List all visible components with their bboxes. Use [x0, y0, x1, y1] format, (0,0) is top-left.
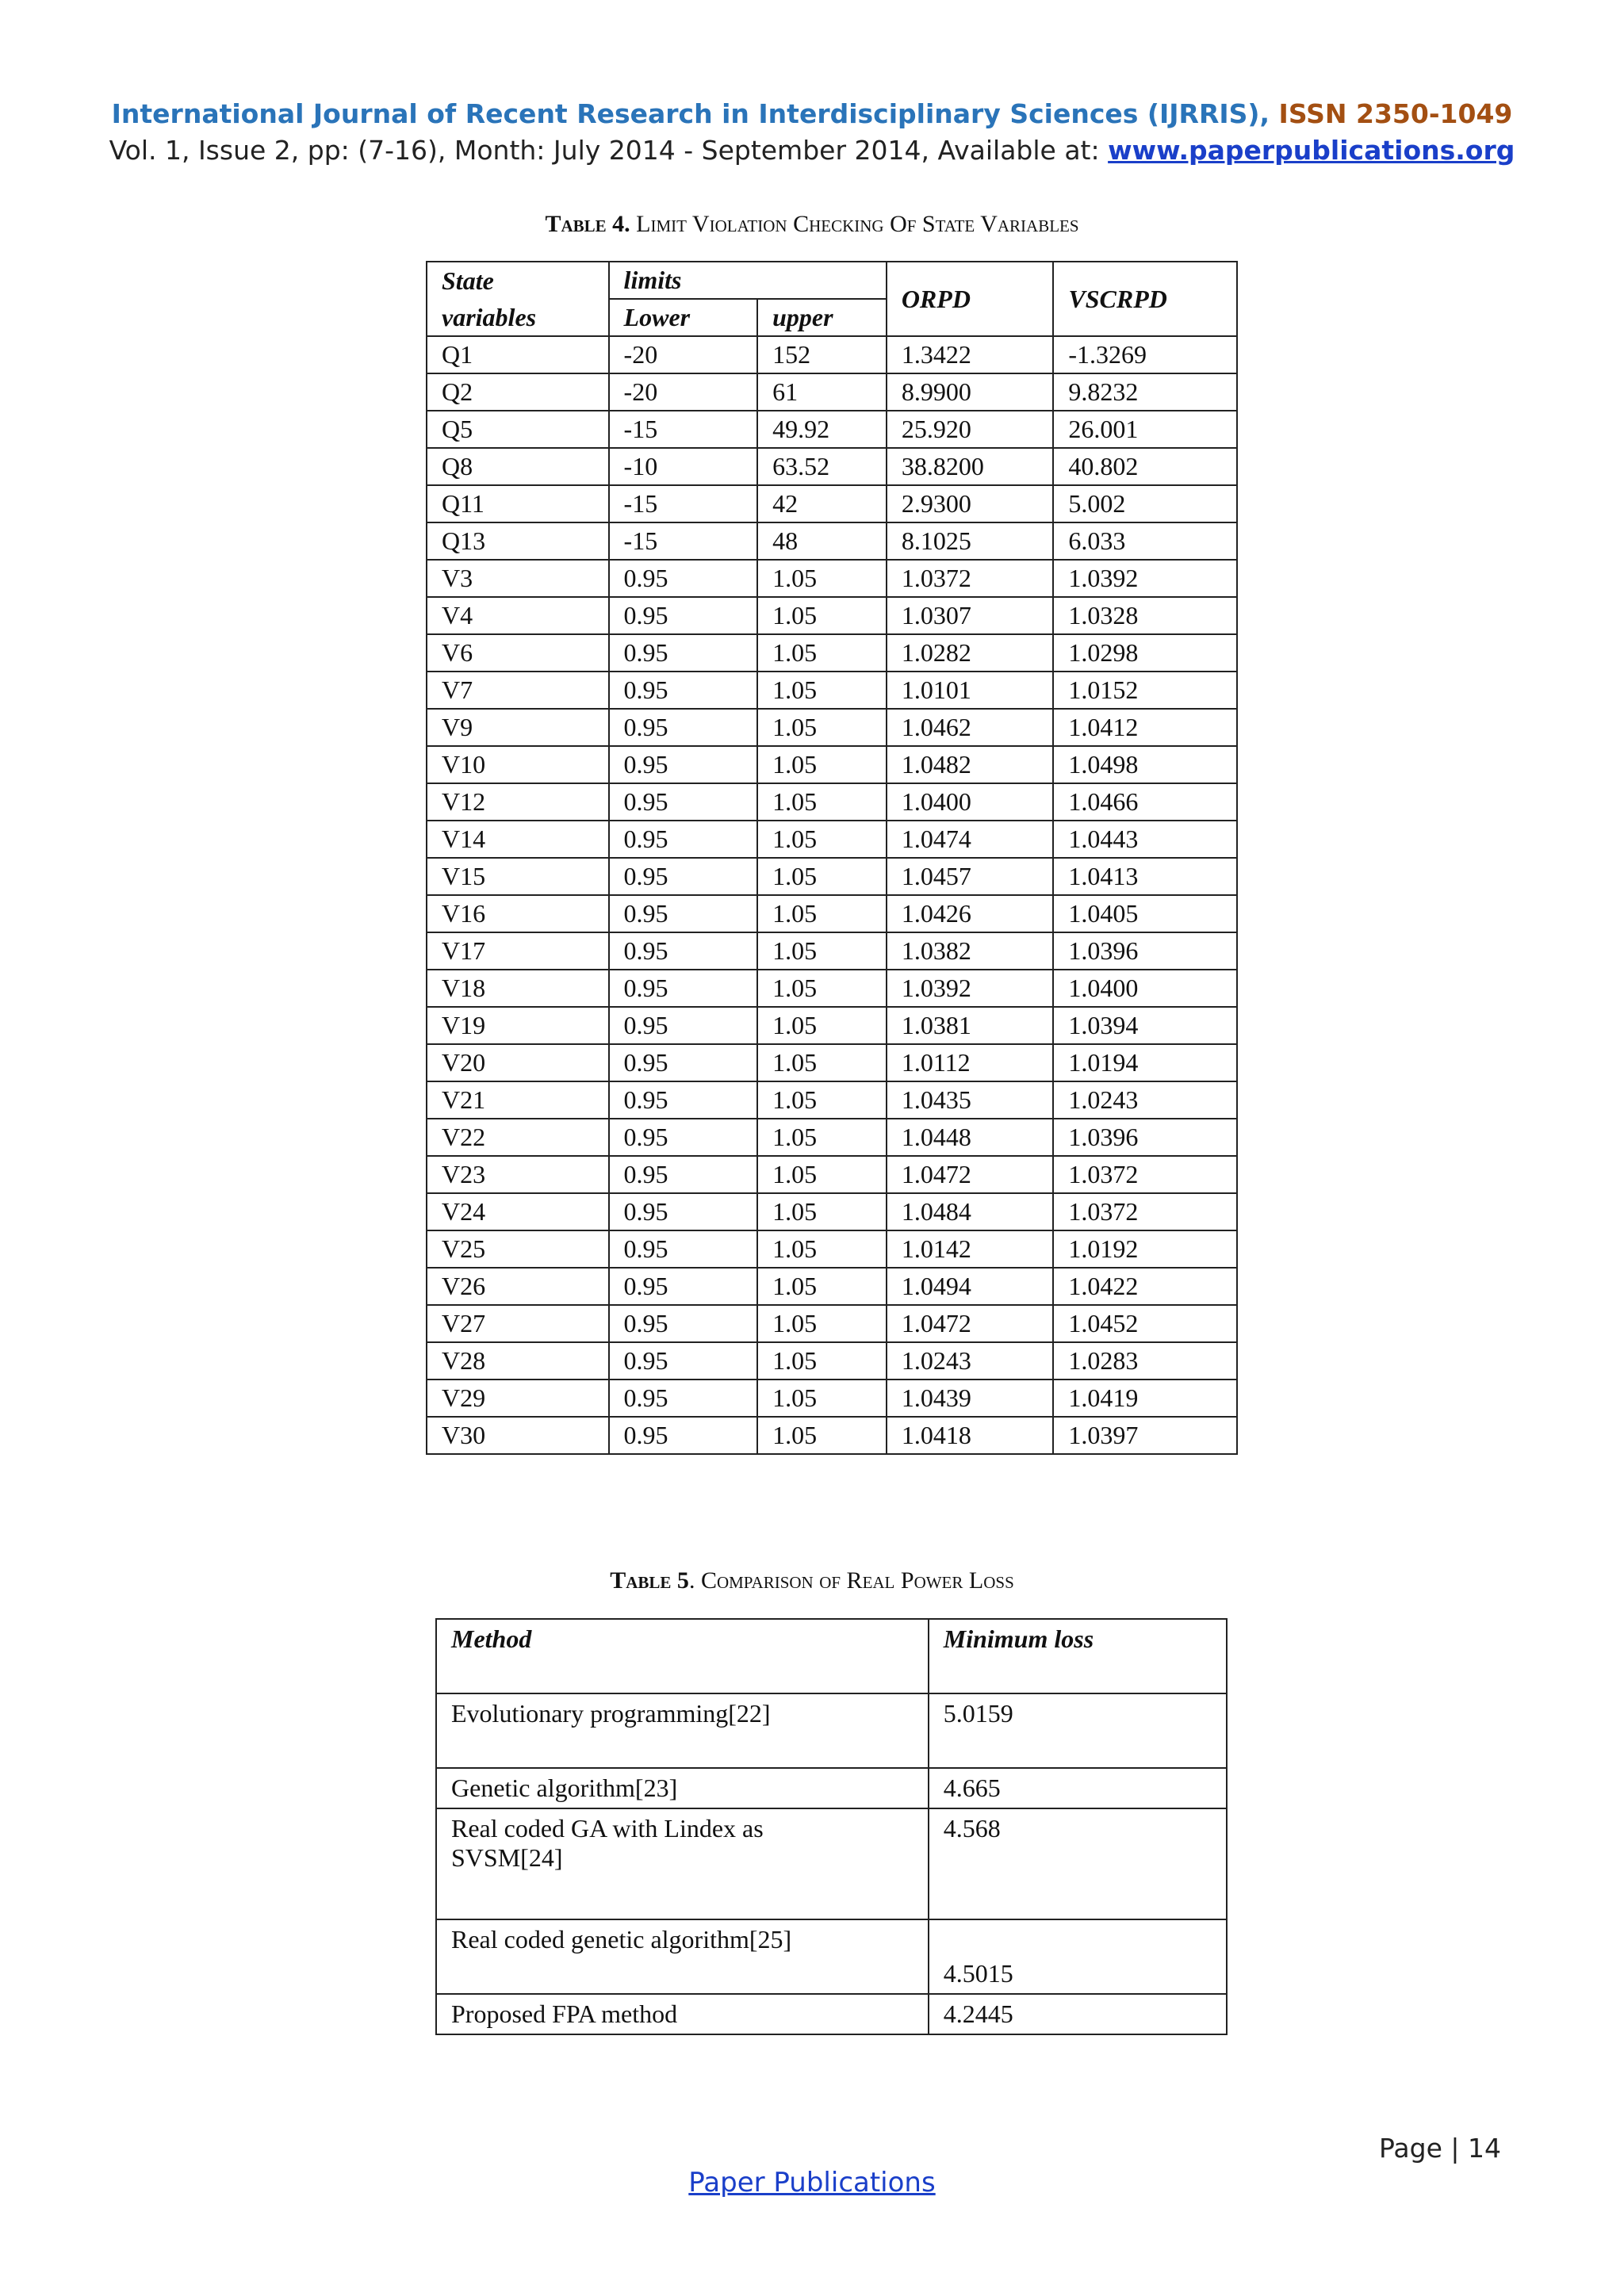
table-cell: 1.05 — [757, 1081, 887, 1119]
table-row — [436, 1919, 1227, 1994]
table-cell: 0.95 — [609, 634, 758, 672]
table-cell: 1.05 — [757, 709, 887, 746]
table-cell: V27 — [427, 1305, 609, 1342]
table-cell: 1.0112 — [887, 1044, 1054, 1081]
header-minimum-loss: Minimum loss — [929, 1619, 1227, 1693]
table5-caption — [0, 1567, 1624, 1594]
table-cell: 61 — [757, 373, 887, 411]
table-cell: 1.05 — [757, 1417, 887, 1454]
table-cell: 0.95 — [609, 821, 758, 858]
table-cell: 1.0328 — [1053, 597, 1237, 634]
table-cell: 0.95 — [609, 746, 758, 783]
table-cell: 1.05 — [757, 858, 887, 895]
table-cell: 1.0494 — [887, 1268, 1054, 1305]
table-cell: V17 — [427, 932, 609, 970]
table-cell: 1.0466 — [1053, 783, 1237, 821]
table-cell: 8.1025 — [887, 522, 1054, 560]
method-cell — [436, 1693, 929, 1768]
table-cell: 1.0435 — [887, 1081, 1054, 1119]
table-cell: 0.95 — [609, 1417, 758, 1454]
table-row — [427, 1156, 1237, 1193]
volume-info: Vol. 1, Issue 2, pp: (7-16), Month: July 2014 - September 2014, Available at: — [109, 135, 1100, 166]
table-cell: Q11 — [427, 485, 609, 522]
table-cell: 1.0282 — [887, 634, 1054, 672]
header-upper: upper — [757, 299, 887, 336]
table-cell: 1.05 — [757, 597, 887, 634]
table-cell: V3 — [427, 560, 609, 597]
table-cell: 1.0412 — [1053, 709, 1237, 746]
table-cell: 9.8232 — [1053, 373, 1237, 411]
table-cell: 1.05 — [757, 560, 887, 597]
table-cell: 5.002 — [1053, 485, 1237, 522]
table-cell: 1.0482 — [887, 746, 1054, 783]
table4-label: Table 4. — [545, 211, 630, 237]
table-row — [427, 1380, 1237, 1417]
header-state-variables-bottom: variables — [427, 299, 609, 336]
table-cell: -1.3269 — [1053, 336, 1237, 373]
table-cell: 1.0372 — [887, 560, 1054, 597]
table-cell: V26 — [427, 1268, 609, 1305]
table-cell: 0.95 — [609, 858, 758, 895]
table-row — [427, 1007, 1237, 1044]
table-row — [427, 634, 1237, 672]
table-cell: -20 — [609, 336, 758, 373]
table-row — [427, 411, 1237, 448]
table-cell: 1.0448 — [887, 1119, 1054, 1156]
table-cell: 1.0396 — [1053, 1119, 1237, 1156]
table-row — [427, 336, 1237, 373]
table-cell: V6 — [427, 634, 609, 672]
table-cell: 1.05 — [757, 932, 887, 970]
table-cell: 1.0397 — [1053, 1417, 1237, 1454]
table-cell: 63.52 — [757, 448, 887, 485]
limit-violation-table — [426, 261, 1238, 1455]
table-cell: 1.0101 — [887, 672, 1054, 709]
table-cell: 1.0243 — [887, 1342, 1054, 1380]
table-cell: 0.95 — [609, 1268, 758, 1305]
table-cell: V9 — [427, 709, 609, 746]
table-cell: V29 — [427, 1380, 609, 1417]
table-cell: 0.95 — [609, 597, 758, 634]
method-name: Evolutionary programming[22] — [451, 1699, 771, 1728]
table-cell: 1.0372 — [1053, 1193, 1237, 1230]
table-cell: 0.95 — [609, 1380, 758, 1417]
table-cell: V21 — [427, 1081, 609, 1119]
table-cell: 1.3422 — [887, 336, 1054, 373]
table-cell: 1.0152 — [1053, 672, 1237, 709]
table-row — [427, 1193, 1237, 1230]
table-cell: 152 — [757, 336, 887, 373]
table-row — [436, 1808, 1227, 1919]
table-row — [427, 1044, 1237, 1081]
table-cell: 0.95 — [609, 1193, 758, 1230]
table-cell: V24 — [427, 1193, 609, 1230]
table-cell: 1.05 — [757, 1193, 887, 1230]
table-cell: 0.95 — [609, 970, 758, 1007]
table-cell: 1.0474 — [887, 821, 1054, 858]
table-cell: 42 — [757, 485, 887, 522]
table-cell: 1.05 — [757, 895, 887, 932]
table-row — [427, 485, 1237, 522]
table-cell: 1.0298 — [1053, 634, 1237, 672]
table-cell: 25.920 — [887, 411, 1054, 448]
table-row — [427, 1305, 1237, 1342]
table-cell: 0.95 — [609, 895, 758, 932]
table-cell: Q2 — [427, 373, 609, 411]
table-cell: V30 — [427, 1417, 609, 1454]
table-cell: 26.001 — [1053, 411, 1237, 448]
table5-body — [436, 1619, 1227, 2034]
table-cell: 1.0392 — [887, 970, 1054, 1007]
table-row — [427, 597, 1237, 634]
loss-cell: 5.0159 — [929, 1693, 1227, 1768]
table-cell: 1.0400 — [1053, 970, 1237, 1007]
table4-caption — [0, 211, 1624, 238]
table-cell: 1.05 — [757, 821, 887, 858]
method-name: Genetic algorithm[23] — [451, 1774, 678, 1802]
table-cell: 1.05 — [757, 672, 887, 709]
header-limits: limits — [609, 262, 887, 299]
table-cell: 1.0243 — [1053, 1081, 1237, 1119]
journal-name: International Journal of Recent Research in Interdisciplinary Sciences (IJRRIS), — [111, 98, 1270, 129]
power-loss-comparison-table — [435, 1618, 1228, 2035]
table-cell: 1.0443 — [1053, 821, 1237, 858]
table-cell: 1.0426 — [887, 895, 1054, 932]
table-cell: 1.0392 — [1053, 560, 1237, 597]
table-row — [436, 1994, 1227, 2034]
table4-body — [427, 336, 1237, 1454]
table-cell: 1.0405 — [1053, 895, 1237, 932]
table-cell: 1.05 — [757, 783, 887, 821]
table-row — [427, 1342, 1237, 1380]
header-method: Method — [436, 1619, 929, 1693]
table-cell: 1.0142 — [887, 1230, 1054, 1268]
method-name-continued: SVSM[24] — [451, 1843, 563, 1872]
table-cell: 1.05 — [757, 746, 887, 783]
table-cell: 6.033 — [1053, 522, 1237, 560]
table-cell: Q1 — [427, 336, 609, 373]
table-cell: 1.0452 — [1053, 1305, 1237, 1342]
table-row — [427, 821, 1237, 858]
table-cell: 1.05 — [757, 1156, 887, 1193]
table-cell: 1.0457 — [887, 858, 1054, 895]
method-cell — [436, 1808, 929, 1919]
table-cell: V22 — [427, 1119, 609, 1156]
table-cell: 0.95 — [609, 1007, 758, 1044]
table5-label: Table 5 — [610, 1567, 689, 1594]
table-cell: 0.95 — [609, 709, 758, 746]
table-cell: -15 — [609, 411, 758, 448]
table-cell: Q13 — [427, 522, 609, 560]
table-cell: 0.95 — [609, 1342, 758, 1380]
table-cell: 1.05 — [757, 1268, 887, 1305]
table-cell: 1.0413 — [1053, 858, 1237, 895]
table-row — [427, 932, 1237, 970]
table-cell: 0.95 — [609, 1119, 758, 1156]
loss-cell: 4.2445 — [929, 1994, 1227, 2034]
table-cell: 1.05 — [757, 1007, 887, 1044]
table-row — [427, 560, 1237, 597]
footer-link[interactable]: Paper Publications — [688, 2167, 936, 2198]
table-cell: 40.802 — [1053, 448, 1237, 485]
table-cell: 2.9300 — [887, 485, 1054, 522]
table-cell: 0.95 — [609, 560, 758, 597]
table-cell: 1.0394 — [1053, 1007, 1237, 1044]
header-lower: Lower — [609, 299, 758, 336]
table-cell: V28 — [427, 1342, 609, 1380]
table-cell: 1.0419 — [1053, 1380, 1237, 1417]
journal-issn: ISSN 2350-1049 — [1278, 98, 1513, 129]
table-row — [427, 783, 1237, 821]
table-cell: 1.0307 — [887, 597, 1054, 634]
table-cell: 0.95 — [609, 1156, 758, 1193]
table-row — [427, 858, 1237, 895]
table-row — [436, 1768, 1227, 1808]
table-cell: 1.0283 — [1053, 1342, 1237, 1380]
loss-cell: 4.568 — [929, 1808, 1227, 1919]
table-cell: -10 — [609, 448, 758, 485]
table-cell: 1.05 — [757, 970, 887, 1007]
table-cell: 1.0382 — [887, 932, 1054, 970]
table-row — [427, 1081, 1237, 1119]
table-cell: 0.95 — [609, 1305, 758, 1342]
table-row — [427, 709, 1237, 746]
loss-cell: 4.5015 — [929, 1919, 1227, 1994]
table-cell: V23 — [427, 1156, 609, 1193]
table-cell: 1.0472 — [887, 1156, 1054, 1193]
table-cell: 1.0422 — [1053, 1268, 1237, 1305]
table-cell: V12 — [427, 783, 609, 821]
table-cell: 0.95 — [609, 1044, 758, 1081]
table-cell: 0.95 — [609, 783, 758, 821]
table-cell: 0.95 — [609, 672, 758, 709]
table-cell: V14 — [427, 821, 609, 858]
method-cell — [436, 1919, 929, 1994]
table-cell: 1.05 — [757, 1119, 887, 1156]
table-cell: 1.0462 — [887, 709, 1054, 746]
method-name: Real coded genetic algorithm[25] — [451, 1925, 792, 1954]
table-cell: -20 — [609, 373, 758, 411]
table-cell: -15 — [609, 485, 758, 522]
table-row — [427, 373, 1237, 411]
journal-volume-line — [0, 135, 1624, 166]
table-cell: 49.92 — [757, 411, 887, 448]
method-name: Real coded GA with Lindex as — [451, 1814, 764, 1843]
table-row — [427, 448, 1237, 485]
table-cell: 1.0418 — [887, 1417, 1054, 1454]
table-row — [427, 746, 1237, 783]
table4-title: Limit Violation Checking Of State Variables — [636, 211, 1079, 237]
page-number: Page | 14 — [1379, 2133, 1501, 2164]
table-row — [427, 522, 1237, 560]
footer — [0, 2167, 1624, 2198]
table-cell: 1.05 — [757, 634, 887, 672]
method-cell — [436, 1994, 929, 2034]
table-cell: 38.8200 — [887, 448, 1054, 485]
header-orpd: ORPD — [887, 262, 1054, 336]
table-cell: Q8 — [427, 448, 609, 485]
table-cell: 1.05 — [757, 1230, 887, 1268]
table-cell: 1.0396 — [1053, 932, 1237, 970]
table-cell: 0.95 — [609, 1230, 758, 1268]
table-cell: -15 — [609, 522, 758, 560]
table-cell: V15 — [427, 858, 609, 895]
table-cell: 48 — [757, 522, 887, 560]
table-cell: 1.05 — [757, 1380, 887, 1417]
method-cell — [436, 1768, 929, 1808]
table-cell: V18 — [427, 970, 609, 1007]
table-cell: 1.05 — [757, 1342, 887, 1380]
table-cell: 1.0472 — [887, 1305, 1054, 1342]
table-row — [427, 1119, 1237, 1156]
table-cell: V19 — [427, 1007, 609, 1044]
table-cell: Q5 — [427, 411, 609, 448]
table-cell: 1.0381 — [887, 1007, 1054, 1044]
table-cell: 1.0400 — [887, 783, 1054, 821]
table-cell: 1.0372 — [1053, 1156, 1237, 1193]
table-cell: V10 — [427, 746, 609, 783]
table-cell: 1.05 — [757, 1044, 887, 1081]
table-row — [427, 1268, 1237, 1305]
table5-title: . Comparison of Real Power Loss — [688, 1567, 1014, 1594]
table-cell: 1.05 — [757, 1305, 887, 1342]
table-cell: V25 — [427, 1230, 609, 1268]
header-vscrpd: VSCRPD — [1053, 262, 1237, 336]
table-row — [436, 1693, 1227, 1768]
table-cell: 1.0192 — [1053, 1230, 1237, 1268]
table-cell: 1.0484 — [887, 1193, 1054, 1230]
table-cell: 1.0439 — [887, 1380, 1054, 1417]
table-cell: 0.95 — [609, 1081, 758, 1119]
table-cell: 8.9900 — [887, 373, 1054, 411]
table-row — [427, 1230, 1237, 1268]
table-cell: 1.0194 — [1053, 1044, 1237, 1081]
journal-url-link[interactable]: www.paperpublications.org — [1108, 135, 1515, 166]
loss-cell: 4.665 — [929, 1768, 1227, 1808]
table-cell: V4 — [427, 597, 609, 634]
table-cell: 0.95 — [609, 932, 758, 970]
table-cell: 1.0498 — [1053, 746, 1237, 783]
table-row — [427, 970, 1237, 1007]
method-name: Proposed FPA method — [451, 1999, 678, 2028]
table-row — [427, 895, 1237, 932]
table-cell: V20 — [427, 1044, 609, 1081]
table-cell: V16 — [427, 895, 609, 932]
header-state-variables-top: State — [427, 262, 609, 299]
table-row — [427, 1417, 1237, 1454]
table-row — [427, 672, 1237, 709]
journal-title — [0, 98, 1624, 129]
table-cell: V7 — [427, 672, 609, 709]
